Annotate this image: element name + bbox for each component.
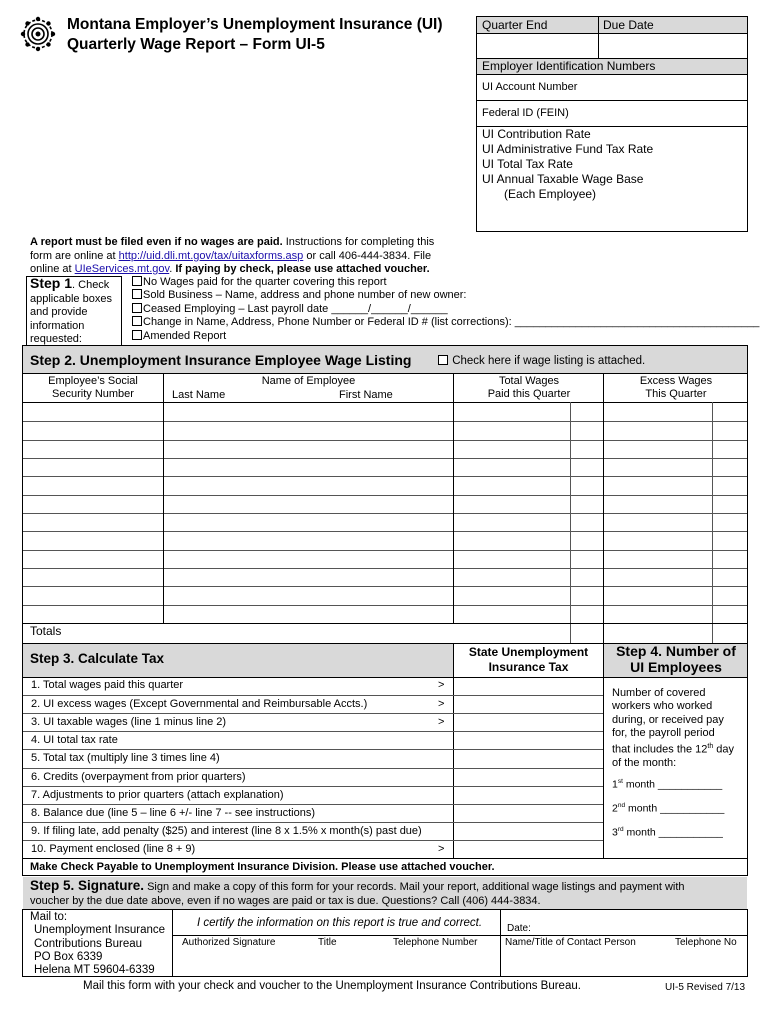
col-name-header: Name of Employee <box>261 375 356 387</box>
taxable-wage-base-label: UI Annual Taxable Wage Base <box>482 172 644 186</box>
tax-rates-list <box>482 127 653 202</box>
step1-label: Step 1. Check applicable boxes and provide information requested: <box>30 275 112 345</box>
admin-fund-rate-label: UI Administrative Fund Tax Rate <box>482 142 654 156</box>
col-total-wages-header: Total Wages Paid this Quarter <box>487 375 571 400</box>
tax-line-label: 1. Total wages paid this quarter <box>31 679 184 691</box>
wage-listing-attached[interactable]: Check here if wage listing is attached. <box>438 355 645 367</box>
table-row[interactable] <box>23 513 747 531</box>
tax-line-field[interactable] <box>454 714 602 731</box>
arrow-marker: > <box>438 698 445 711</box>
tax-line-label: 3. UI taxable wages (line 1 minus line 2) <box>31 716 227 729</box>
telephone-label: Telephone Number <box>393 937 478 948</box>
option-ceased-employing[interactable]: Ceased Employing – Last payroll date ______/______/______ <box>132 303 759 316</box>
tax-line-field[interactable] <box>454 805 602 822</box>
step4-description: Number of covered workers who worked during, or received pay for, the payroll period that includes the 12th day of the month: <box>612 687 735 770</box>
wage-rows <box>23 403 747 623</box>
tax-line-label: 6. Credits (overpayment from prior quarters) <box>31 770 246 783</box>
tax-line-label: 2. UI excess wages (Except Governmental and Reimbursable Accts.) <box>31 698 368 711</box>
title-label: Title <box>318 937 337 948</box>
sui-tax-header: State Unemployment Insurance Tax <box>468 645 589 674</box>
notice-bold: A report must be filed even if no wages are paid. <box>30 236 283 248</box>
option-change-info[interactable]: Change in Name, Address, Phone Number or Federal ID # (list corrections): ________________________________________ <box>132 316 759 329</box>
total-wages-field[interactable] <box>454 624 602 643</box>
step1-title: Step 1 <box>30 275 73 291</box>
contact-info-field[interactable] <box>502 950 746 975</box>
auth-signature-label: Authorized Signature <box>182 937 276 948</box>
tax-line-label: 7. Adjustments to prior quarters (attach explanation) <box>31 788 284 801</box>
step5-header: Step 5. Signature. Sign and make a copy of this form for your records. Mail your report, additional wage listings and payment with voucher by the due date above, even if no wages are paid or tax is due. Questions? Call (406) 444-3834. <box>30 878 685 907</box>
step3-title: Step 3. Calculate Tax <box>30 651 165 666</box>
total-excess-field[interactable] <box>604 624 747 643</box>
signature-field[interactable] <box>174 912 498 934</box>
step5-title: Step 5. Signature. <box>30 878 145 893</box>
ui-account-label: UI Account Number <box>482 81 578 93</box>
form-title-line2: Quarterly Wage Report – Form UI-5 <box>67 36 325 53</box>
due-date-label: Due Date <box>603 18 654 32</box>
arrow-marker: > <box>438 679 445 691</box>
table-row[interactable] <box>23 458 747 476</box>
tax-line-field[interactable] <box>454 841 602 858</box>
change-info-checkbox[interactable] <box>132 316 142 326</box>
ui-account-field[interactable] <box>600 76 746 98</box>
amended-report-checkbox[interactable] <box>132 330 142 340</box>
table-row[interactable] <box>23 586 747 604</box>
tax-line <box>23 786 603 804</box>
table-row[interactable] <box>23 568 747 586</box>
instructions-link[interactable]: http://uid.dli.mt.gov/tax/uitaxforms.asp <box>118 249 304 262</box>
table-row[interactable] <box>23 605 747 623</box>
quarter-end-label: Quarter End <box>482 18 548 32</box>
table-row[interactable] <box>23 421 747 439</box>
option-no-wages[interactable]: No Wages paid for the quarter covering this report <box>132 276 759 289</box>
tax-line <box>23 822 603 840</box>
col-first-name: First Name <box>339 389 393 401</box>
sold-business-checkbox[interactable] <box>132 289 142 299</box>
ceased-employing-checkbox[interactable] <box>132 303 142 313</box>
tax-line-label: 8. Balance due (line 5 – line 6 +/- line 7 -- see instructions) <box>31 806 316 819</box>
tax-line <box>23 768 603 786</box>
each-employee-label: (Each Employee) <box>504 187 597 201</box>
eservices-link[interactable]: UIeServices.mt.gov <box>74 263 170 275</box>
step1-options <box>132 276 759 343</box>
form-title-line1: Montana Employer’s Unemployment Insurance (UI) <box>67 16 443 33</box>
make-check-payable: Make Check Payable to Unemployment Insurance Division. Please use attached voucher. <box>30 861 495 873</box>
footer-mail-instruction: Mail this form with your check and voucher to the Unemployment Insurance Contributions Bureau. <box>83 980 581 992</box>
tax-line <box>23 677 603 695</box>
tax-line-field[interactable] <box>454 823 602 840</box>
tax-line-field[interactable] <box>454 696 602 713</box>
table-row[interactable] <box>23 403 747 421</box>
tax-line <box>23 731 603 749</box>
certify-statement: I certify the information on this report is true and correct. <box>197 917 483 929</box>
tax-line-label: 5. Total tax (multiply line 3 times line 4) <box>31 752 220 765</box>
table-row[interactable] <box>23 495 747 513</box>
montana-seal-icon <box>20 16 56 52</box>
tax-line-field[interactable] <box>454 750 602 767</box>
step2-title: Step 2. Unemployment Insurance Employee Wage Listing <box>30 352 412 368</box>
table-row[interactable] <box>23 440 747 458</box>
month3-field[interactable]: 3rd month ___________ <box>612 826 723 839</box>
quarter-end-field[interactable] <box>477 34 597 58</box>
table-row[interactable] <box>23 531 747 549</box>
option-amended[interactable]: Amended Report <box>132 330 759 343</box>
date-field[interactable] <box>540 914 745 934</box>
table-row[interactable] <box>23 550 747 568</box>
arrow-marker: > <box>438 716 445 729</box>
date-label: Date: <box>507 923 531 934</box>
tax-line <box>23 713 603 731</box>
month1-field[interactable]: 1st month ___________ <box>612 778 723 791</box>
form-title <box>67 15 443 55</box>
tax-line <box>23 840 603 858</box>
tax-lines <box>23 677 603 858</box>
option-sold-business[interactable]: Sold Business – Name, address and phone number of new owner: <box>132 289 759 302</box>
wage-listing-checkbox[interactable] <box>438 355 448 365</box>
totals-label: Totals <box>30 624 62 638</box>
no-wages-checkbox[interactable] <box>132 276 142 286</box>
table-row[interactable] <box>23 476 747 494</box>
col-ssn-header: Employee’s Social Security Number <box>48 375 138 400</box>
form-revision: UI-5 Revised 7/13 <box>665 982 746 993</box>
step4-title: Step 4. Number of UI Employees <box>616 643 736 675</box>
tax-line-field[interactable] <box>454 787 602 804</box>
tax-line <box>23 749 603 767</box>
filing-notice: A report must be filed even if no wages are paid. Instructions for completing this form are online at http://uid.dli.mt.gov/tax/uitaxforms.asp or call 406-444-3834. File online at UIeServices.mt.gov. If paying by check, please use attached voucher. <box>30 236 435 275</box>
fein-field[interactable] <box>600 102 746 124</box>
contact-person-label: Name/Title of Contact Person <box>505 937 636 948</box>
col-last-name: Last Name <box>172 389 226 401</box>
tax-line-label: 9. If filing late, add penalty ($25) and interest (line 8 x 1.5% x month(s) past due) <box>31 824 422 837</box>
month2-field[interactable]: 2nd month ___________ <box>612 802 725 815</box>
fein-label: Federal ID (FEIN) <box>482 107 569 119</box>
tax-line-label: 10. Payment enclosed (line 8 + 9) <box>31 842 196 855</box>
tax-line-field[interactable] <box>454 769 602 786</box>
telephone-no-label: Telephone No <box>675 937 737 948</box>
tax-line-label: 4. UI total tax rate <box>31 734 118 747</box>
mailing-address: Mail to: Unemployment Insurance Contributions Bureau PO Box 6339 Helena MT 59604-6339 <box>30 911 166 977</box>
employer-ids-header: Employer Identification Numbers <box>482 59 656 73</box>
tax-line-field[interactable] <box>454 732 602 749</box>
col-excess-wages-header: Excess Wages This Quarter <box>639 375 713 400</box>
tax-line <box>23 804 603 822</box>
tax-line <box>23 695 603 713</box>
tax-line-field[interactable] <box>454 677 602 695</box>
due-date-field[interactable] <box>599 34 747 58</box>
arrow-marker: > <box>438 842 445 855</box>
signer-info-field[interactable] <box>174 950 498 975</box>
contribution-rate-label: UI Contribution Rate <box>482 127 591 141</box>
total-tax-rate-label: UI Total Tax Rate <box>482 157 573 171</box>
